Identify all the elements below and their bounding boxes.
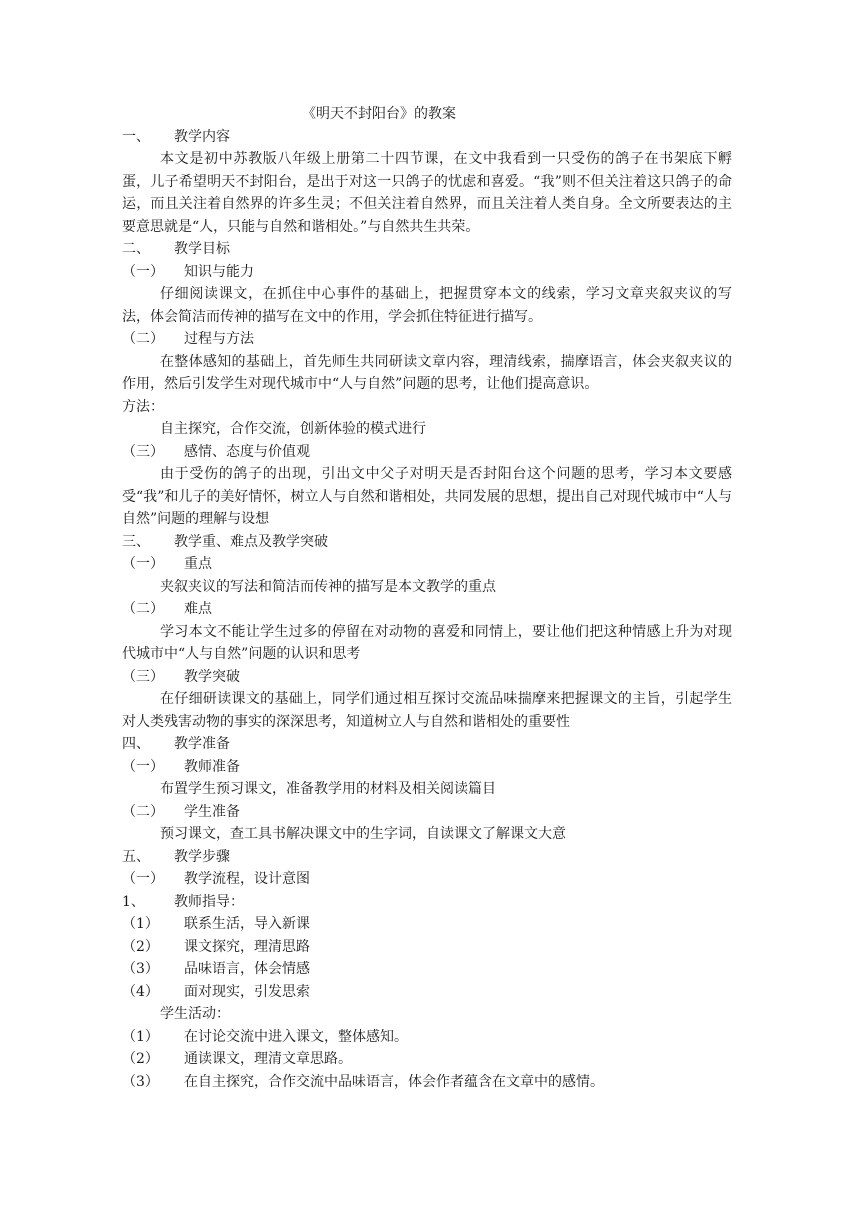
subsection-heading	[122, 553, 732, 576]
subsection-title: 教师准备	[184, 758, 240, 775]
section-title: 教学内容	[174, 128, 230, 145]
section-title: 教学目标	[174, 241, 230, 257]
subsection-number: （一）	[122, 556, 164, 572]
list-item	[122, 936, 732, 959]
paragraph-content: 在整体感知的基础上，首先师生共同研读文章内容，理清线索，揣摩语言，体会夹叙夹议的作用，然后引发学生对现代城市中“人与自然”问题的思考，让他们提高意识。	[122, 353, 732, 392]
subsection-number: （一）	[122, 871, 164, 887]
section-heading-2	[122, 238, 732, 261]
list-item	[122, 913, 732, 936]
lesson-plan-document	[122, 103, 732, 1093]
section-title: 教学准备	[174, 736, 230, 752]
subsection-heading	[122, 441, 732, 464]
section-number: 五、	[122, 848, 150, 865]
subsection-title: 难点	[184, 601, 212, 617]
section-title: 教学步骤	[174, 848, 230, 865]
list-item	[122, 1071, 732, 1094]
list-item-text: 课文探究，理清思路	[184, 938, 310, 955]
list-item-number: （1）	[122, 916, 159, 932]
subsection-title: 学生准备	[184, 803, 240, 820]
list-item-number: （3）	[122, 1073, 159, 1090]
paragraph-content: 由于受伤的鸽子的出现，引出文中父子对明天是否封阳台这个问题的思考，学习本文要感受“我”和儿子的美好情怀，树立人与自然和谐相处，共同发展的思想，提出自己对现代城市中“人与自然”问题的理解与设想	[122, 466, 732, 527]
paragraph-content: 本文是初中苏教版八年级上册第二十四节课，在文中我看到一只受伤的鸽子在书架底下孵蛋，儿子希望明天不封阳台，是出于对这一只鸽子的忧虑和喜爱。“我”则不但关注着这只鸽子的命运，而且关注着自然界的许多生灵；不但关注着自然界，而且关注着人类自身。全文所要表达的主要意思就是“人，只能与自然和谐相处。”与自然共生共荣。	[122, 151, 732, 235]
list-item-text: 在讨论交流中进入课文，整体感知。	[184, 1028, 408, 1045]
subsection-title: 知识与能力	[184, 263, 254, 280]
method-text: 自主探究，合作交流，创新体验的模式进行	[160, 421, 426, 437]
item-number: 1、	[122, 893, 145, 910]
subsection-number: （二）	[122, 803, 164, 820]
subsection-title: 感情、态度与价值观	[184, 443, 310, 460]
subsection-heading	[122, 666, 732, 689]
subsection-title: 教学突破	[184, 668, 240, 685]
subsection-number: （一）	[122, 263, 164, 280]
paragraph-content: 在仔细研读课文的基础上，同学们通过相互探讨交流品味揣摩来把握课文的主旨，引起学生对人类残害动物的事实的深深思考，知道树立人与自然和谐相处的重要性	[122, 691, 732, 730]
list-item	[122, 981, 732, 1004]
section-number: 四、	[122, 736, 150, 752]
list-item-number: （2）	[122, 938, 159, 955]
subsection-number: （二）	[122, 331, 164, 347]
section-heading-3	[122, 531, 732, 554]
list-item	[122, 1026, 732, 1049]
paragraph-content: 夹叙夹议的写法和简洁而传神的描写是本文教学的重点	[160, 578, 496, 595]
document-title: 《明天不封阳台》的教案	[302, 106, 456, 122]
section-number: 二、	[122, 241, 150, 257]
paragraph-content: 学习本文不能让学生过多的停留在对动物的喜爱和同情上，要让他们把这种情感上升为对现代城市中“人与自然”问题的认识和思考	[122, 623, 732, 662]
list-item-text: 品味语言，体会情感	[184, 961, 310, 977]
teacher-guidance-heading	[122, 891, 732, 914]
section-title: 教学重、难点及教学突破	[174, 533, 328, 550]
subsection-title: 重点	[184, 556, 212, 572]
list-item-text: 面对现实，引发思索	[184, 983, 310, 1000]
subsection-title: 过程与方法	[184, 331, 254, 347]
list-item	[122, 958, 732, 981]
list-item-number: （4）	[122, 983, 159, 1000]
list-item-text: 通读课文，理清文章思路。	[184, 1051, 352, 1067]
subsection-number: （三）	[122, 443, 164, 460]
section-heading-4	[122, 733, 732, 756]
list-item-text: 在自主探究，合作交流中品味语言，体会作者蕴含在文章中的感情。	[184, 1073, 604, 1090]
subsection-heading	[122, 868, 732, 891]
section-heading-5	[122, 846, 732, 869]
section-heading-1	[122, 126, 732, 149]
subsection-number: （三）	[122, 668, 164, 685]
subsection-heading	[122, 598, 732, 621]
list-item	[122, 1048, 732, 1071]
subsection-heading	[122, 756, 732, 779]
list-item-text: 联系生活，导入新课	[184, 916, 310, 932]
paragraph-content: 布置学生预习课文，准备教学用的材料及相关阅读篇目	[160, 781, 496, 797]
subsection-title: 教学流程，设计意图	[184, 871, 310, 887]
item-label: 教师指导：	[174, 893, 244, 910]
subsection-heading	[122, 801, 732, 824]
list-item-number: （2）	[122, 1051, 159, 1067]
list-item-number: （1）	[122, 1028, 159, 1045]
paragraph-content: 预习课文，查工具书解决课文中的生字词，自读课文了解课文大意	[160, 826, 566, 842]
student-activity-label: 学生活动：	[160, 1006, 230, 1022]
subsection-heading	[122, 261, 732, 284]
list-item-number: （3）	[122, 961, 159, 977]
subsection-number: （二）	[122, 601, 164, 617]
subsection-heading	[122, 328, 732, 351]
subsection-number: （一）	[122, 758, 164, 775]
method-label: 方法：	[122, 398, 164, 415]
section-number: 三、	[122, 533, 150, 550]
section-number: 一、	[122, 128, 150, 145]
paragraph-content: 仔细阅读课文，在抓住中心事件的基础上，把握贯穿本文的线索，学习文章夹叙夹议的写法，体会简洁而传神的描写在文中的作用，学会抓住特征进行描写。	[122, 286, 732, 325]
